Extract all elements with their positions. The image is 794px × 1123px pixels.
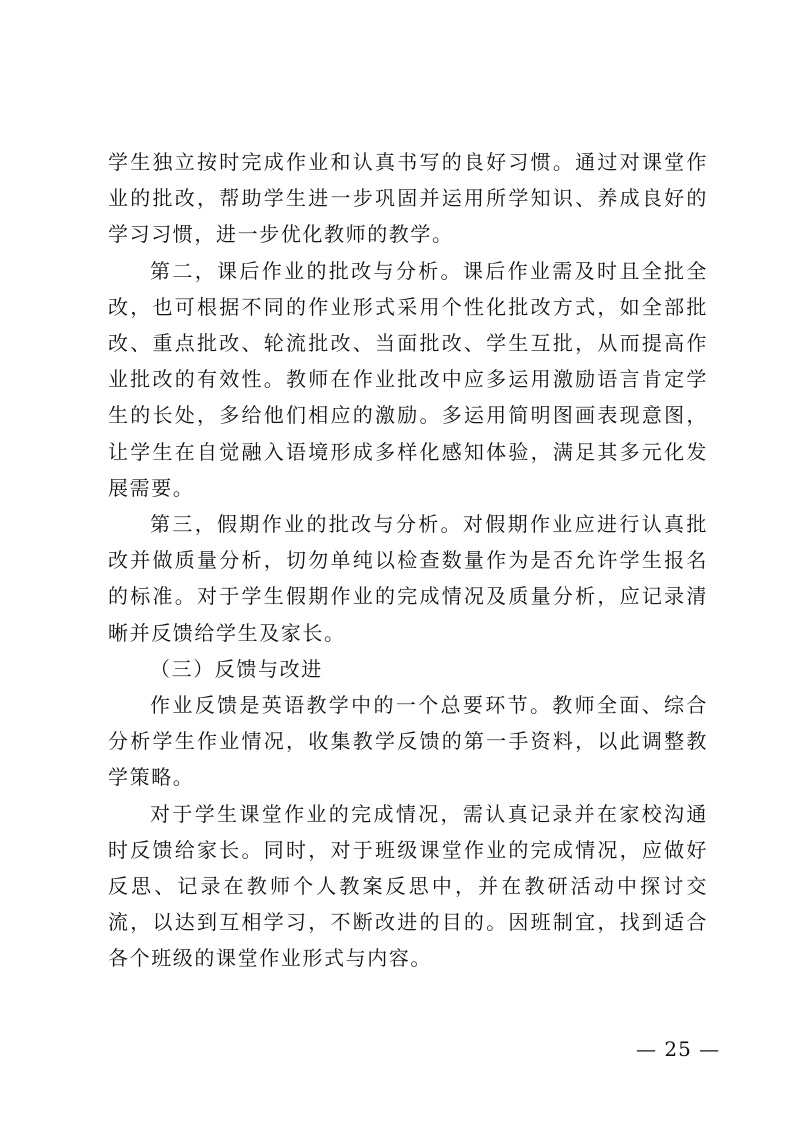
document-body — [108, 144, 708, 977]
section-heading-feedback: （三）反馈与改进 — [150, 656, 323, 681]
paragraph-classroom-feedback: 对于学生课堂作业的完成情况，需认真记录并在家校沟通时反馈给家长。同时，对于班级课堂作业的完成情况，应做好反思、记录在教师个人教案反思中，并在教研活动中探讨交流，以达到互相学习，不断改进的目的。因班制宜，找到适合各个班级的课堂作业形式与内容。 — [108, 801, 708, 971]
paragraph-after-school-homework: 第二，课后作业的批改与分析。课后作业需及时且全批全改，也可根据不同的作业形式采用个性化批改方式，如全部批改、重点批改、轮流批改、当面批改、学生互批，从而提高作业批改的有效性。教师在作业批改中应多运用激励语言肯定学生的长处，多给他们相应的激励。多运用简明图画表现意图，让学生在自觉融入语境形成多样化感知体验，满足其多元化发展需要。 — [108, 258, 708, 500]
paragraph-continuation: 学生独立按时完成作业和认真书写的良好习惯。通过对课堂作业的批改，帮助学生进一步巩固并运用所学知识、养成良好的学习习惯，进一步优化教师的教学。 — [108, 150, 708, 247]
paragraph-holiday-homework: 第三，假期作业的批改与分析。对假期作业应进行认真批改并做质量分析，切勿单纯以检查数量作为是否允许学生报名的标准。对于学生假期作业的完成情况及质量分析，应记录清晰并反馈给学生及家长。 — [108, 512, 708, 645]
page-number: — 25 — — [636, 1037, 721, 1061]
paragraph-feedback-intro: 作业反馈是英语教学中的一个总要环节。教师全面、综合分析学生作业情况，收集教学反馈的第一手资料，以此调整教学策略。 — [108, 693, 708, 790]
